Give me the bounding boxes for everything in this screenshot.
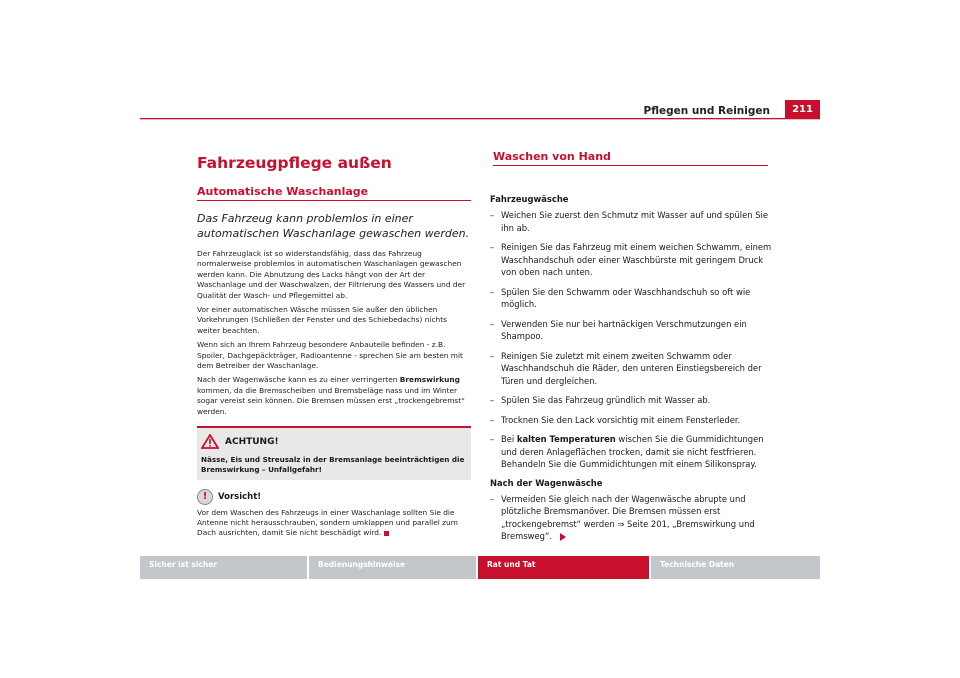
warning-box — [197, 426, 471, 479]
caution-title: Vorsicht! — [218, 491, 262, 502]
list-item — [490, 350, 781, 388]
page-number: 211 — [785, 100, 820, 119]
list-dash: – — [490, 286, 495, 297]
list-item-bold: kalten Temperaturen — [516, 434, 616, 444]
list-item-text: Reinigen Sie zuletzt mit einem zweiten Schwamm oder Waschhandschuh die Räder, den unteren Einstiegsbereich der Türen und dergleichen. — [501, 350, 762, 386]
caution-text — [197, 508, 471, 539]
chapter-heading: Fahrzeugpflege außen — [197, 154, 392, 172]
section-title-handwaesche: Waschen von Hand — [493, 150, 768, 166]
list-item-text: Trocknen Sie den Lack vorsichtig mit einem Fensterleder. — [501, 414, 741, 425]
caution-icon: ! — [197, 489, 213, 505]
paragraph-4 — [197, 375, 471, 417]
list-item-post: wischen Sie die Gummidichtungen und deren Anlageflächen trocken, damit sie nicht festfrieren. Behandeln Sie die Gummidichtungen mit einem Silikonspray. — [501, 434, 764, 469]
footer-tab-bedienung[interactable]: Bedienungshinweise — [309, 556, 476, 579]
list-item — [490, 241, 781, 279]
list-item — [490, 493, 781, 543]
list-item — [490, 433, 781, 471]
list-item — [490, 414, 781, 427]
list-item-pre: Bei — [501, 434, 517, 444]
section-end-icon — [384, 531, 389, 536]
right-column — [490, 150, 821, 550]
warning-header — [201, 434, 467, 449]
paragraph-3: Wenn sich an Ihrem Fahrzeug besondere Anbauteile befinden - z.B. Spoiler, Dachgepäckträger, Radioantenne - sprechen Sie am besten mit dem Betreiber der Waschanlage. — [197, 340, 463, 371]
paragraph-4-post: kommen, da die Bremsscheiben und Bremsbeläge nass und im Winter sogar vereist sein können. Die Bremsen müssen erst „trockengebremst“ werden. — [197, 385, 465, 416]
list-item-text: Reinigen Sie das Fahrzeug mit einem weichen Schwamm, einem Waschhandschuh oder einer Waschbürste mit geringem Druck von oben nach unten. — [501, 242, 772, 277]
caution-text-body: Vor dem Waschen des Fahrzeugs in einer Waschanlage sollten Sie die Antenne nicht herausschrauben, sondern umklappen und parallel zum Dach ausrichten, damit Sie nicht beschädigt wird. — [197, 507, 458, 538]
warning-triangle-icon — [201, 434, 219, 449]
list-dash: – — [490, 414, 495, 425]
subheading-nach-der-waesche: Nach der Wagenwäsche — [490, 477, 603, 488]
paragraph-4-pre: Nach der Wagenwäsche kann es zu einer verringerten — [197, 375, 400, 385]
subheading-fahrzeugwaesche: Fahrzeugwäsche — [490, 194, 569, 204]
page-header-title: Pflegen und Reinigen — [643, 105, 770, 117]
list-dash: – — [490, 493, 495, 504]
list-item — [490, 318, 781, 343]
list-item-text: Vermeiden Sie gleich nach der Wagenwäsche abrupte und plötzliche Bremsmanöver. Die Bremsen müssen erst „trockengebremst“ werden ⇒ Seite 201, „Bremswirkung und Bremsweg“. — [501, 493, 755, 541]
list-dash: – — [490, 434, 495, 444]
paragraph-2: Vor einer automatischen Wäsche müssen Sie außer den üblichen Vorkehrungen (Schließen der Fenster und des Schiebedachs) nichts weiter beachten. — [197, 305, 447, 335]
list-item — [490, 286, 781, 311]
footer-tab-sicher[interactable]: Sicher ist sicher — [140, 556, 307, 579]
list-dash: – — [490, 210, 495, 220]
warning-title: ACHTUNG! — [225, 436, 279, 447]
list-dash: – — [490, 318, 495, 329]
left-column — [140, 150, 471, 543]
list-item — [490, 209, 781, 234]
section-title-waschanlage: Automatische Waschanlage — [197, 185, 471, 201]
header-divider-shadow — [140, 119, 820, 120]
list-dash: – — [490, 350, 495, 361]
list-item — [490, 394, 781, 407]
list-item-text: Spülen Sie das Fahrzeug gründlich mit Wasser ab. — [501, 395, 711, 405]
section-intro: Das Fahrzeug kann problemlos in einer automatischen Waschanlage gewaschen werden. — [197, 212, 470, 240]
paragraph-4-bold: Bremswirkung — [399, 375, 460, 385]
list-dash: – — [490, 242, 495, 252]
continue-arrow-icon — [560, 533, 566, 541]
paragraph-1: Der Fahrzeuglack ist so widerstandsfähig, dass das Fahrzeug normalerweise problemlos in automatischen Waschanlagen gewaschen werden kann. Die Abnutzung des Lacks hängt von der Art der Waschanlage und der Waschwalzen, der Filtrierung des Wassers und der Qualität der Wasch- und Pflegemittel ab. — [197, 249, 466, 300]
caution-header — [197, 489, 471, 505]
list-dash: – — [490, 395, 495, 405]
footer-tab-technische-daten[interactable]: Technische Daten — [651, 556, 820, 579]
list-item-text: Weichen Sie zuerst den Schmutz mit Wasser auf und spülen Sie ihn ab. — [501, 210, 769, 233]
warning-text: Nässe, Eis und Streusalz in der Bremsanlage beeinträchtigen die Bremswirkung – Unfallgefahr! — [201, 455, 465, 475]
footer-tab-rat-und-tat[interactable]: Rat und Tat — [478, 556, 649, 579]
list-item-text: Verwenden Sie nur bei hartnäckigen Verschmutzungen ein Shampoo. — [501, 318, 747, 341]
list-item-text: Spülen Sie den Schwamm oder Waschhandschuh so oft wie möglich. — [501, 286, 751, 309]
